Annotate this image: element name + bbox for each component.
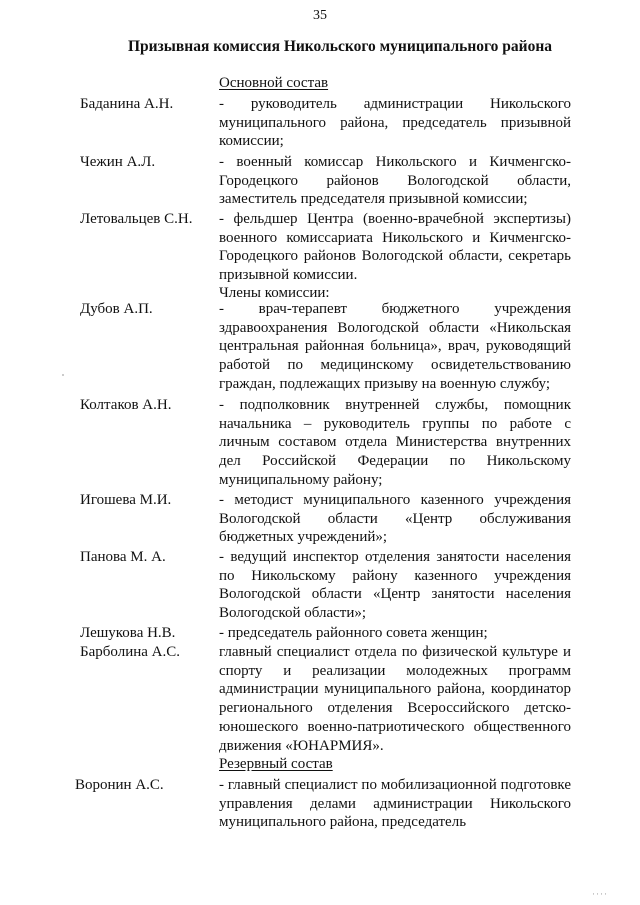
member-name: Летовальцев С.Н. xyxy=(80,211,193,227)
member-name: Панова М. А. xyxy=(80,549,166,565)
member-role: - методист муниципального казенного учреждения Вологодской области «Центр обслуживания бюджетных учреждений»; xyxy=(219,492,571,546)
member-name: Колтаков А.Н. xyxy=(80,397,172,413)
member-name: Чежин А.Л. xyxy=(80,154,156,170)
member-role: - врач-терапевт бюджетного учреждения здравоохранения Вологодской области «Никольская центральная районная больница», врач, руководящий работой по медицинскому освидетельствованию граждан, подлежащих призыву на военную службу; xyxy=(219,301,571,392)
member-role: - фельдшер Центра (военно-врачебной экспертизы) военного комиссариата Никольского и Кичменгско-Городецкого районов Вологодской области, секретарь призывной комиссии. xyxy=(219,211,571,284)
member-name: Дубов А.П. xyxy=(80,301,153,317)
reserve-section-heading: Резервный состав xyxy=(219,756,333,772)
member-role: - военный комиссар Никольского и Кичменгско-Городецкого районов Вологодской области, заместитель председателя призывной комиссии; xyxy=(219,154,571,208)
member-name: Лешукова Н.В. xyxy=(80,625,176,641)
member-role: - подполковник внутренней службы, помощник начальника – руководитель группы по работе с личным составом отдела Министерства внутренних дел Российской Федерации по Никольскому муниципальному району; xyxy=(219,397,571,488)
scan-artifact: ···· xyxy=(592,889,608,899)
member-role: - руководитель администрации Никольского муниципального района, председатель призывной комиссии; xyxy=(219,96,571,150)
member-name: Барболина А.С. xyxy=(80,644,180,660)
member-role: главный специалист отдела по физической культуре и спорту и реализации молодежных программ администрации муниципального района, координатор регионального отделения Всероссийского детско-юношеского военно-патриотического общественного движения «ЮНАРМИЯ». xyxy=(219,644,571,754)
main-section-heading: Основной состав xyxy=(219,75,329,91)
document-title: Призывная комиссия Никольского муниципального района xyxy=(127,38,553,55)
member-role: - главный специалист по мобилизационной подготовке управления делами администрации Никольского муниципального района, председатель xyxy=(219,777,571,831)
member-role: - ведущий инспектор отделения занятости населения по Никольскому району казенного учреждения Вологодской области «Центр занятости населения Вологодской области»; xyxy=(219,549,571,622)
member-name: Баданина А.Н. xyxy=(80,96,174,112)
members-heading: Члены комиссии: xyxy=(219,285,330,301)
member-role: - председатель районного совета женщин; xyxy=(219,625,488,641)
member-name: Игошева М.И. xyxy=(80,492,172,508)
member-name: Воронин А.С. xyxy=(75,777,164,793)
margin-speck xyxy=(62,374,64,376)
page-number: 35 xyxy=(313,8,327,23)
